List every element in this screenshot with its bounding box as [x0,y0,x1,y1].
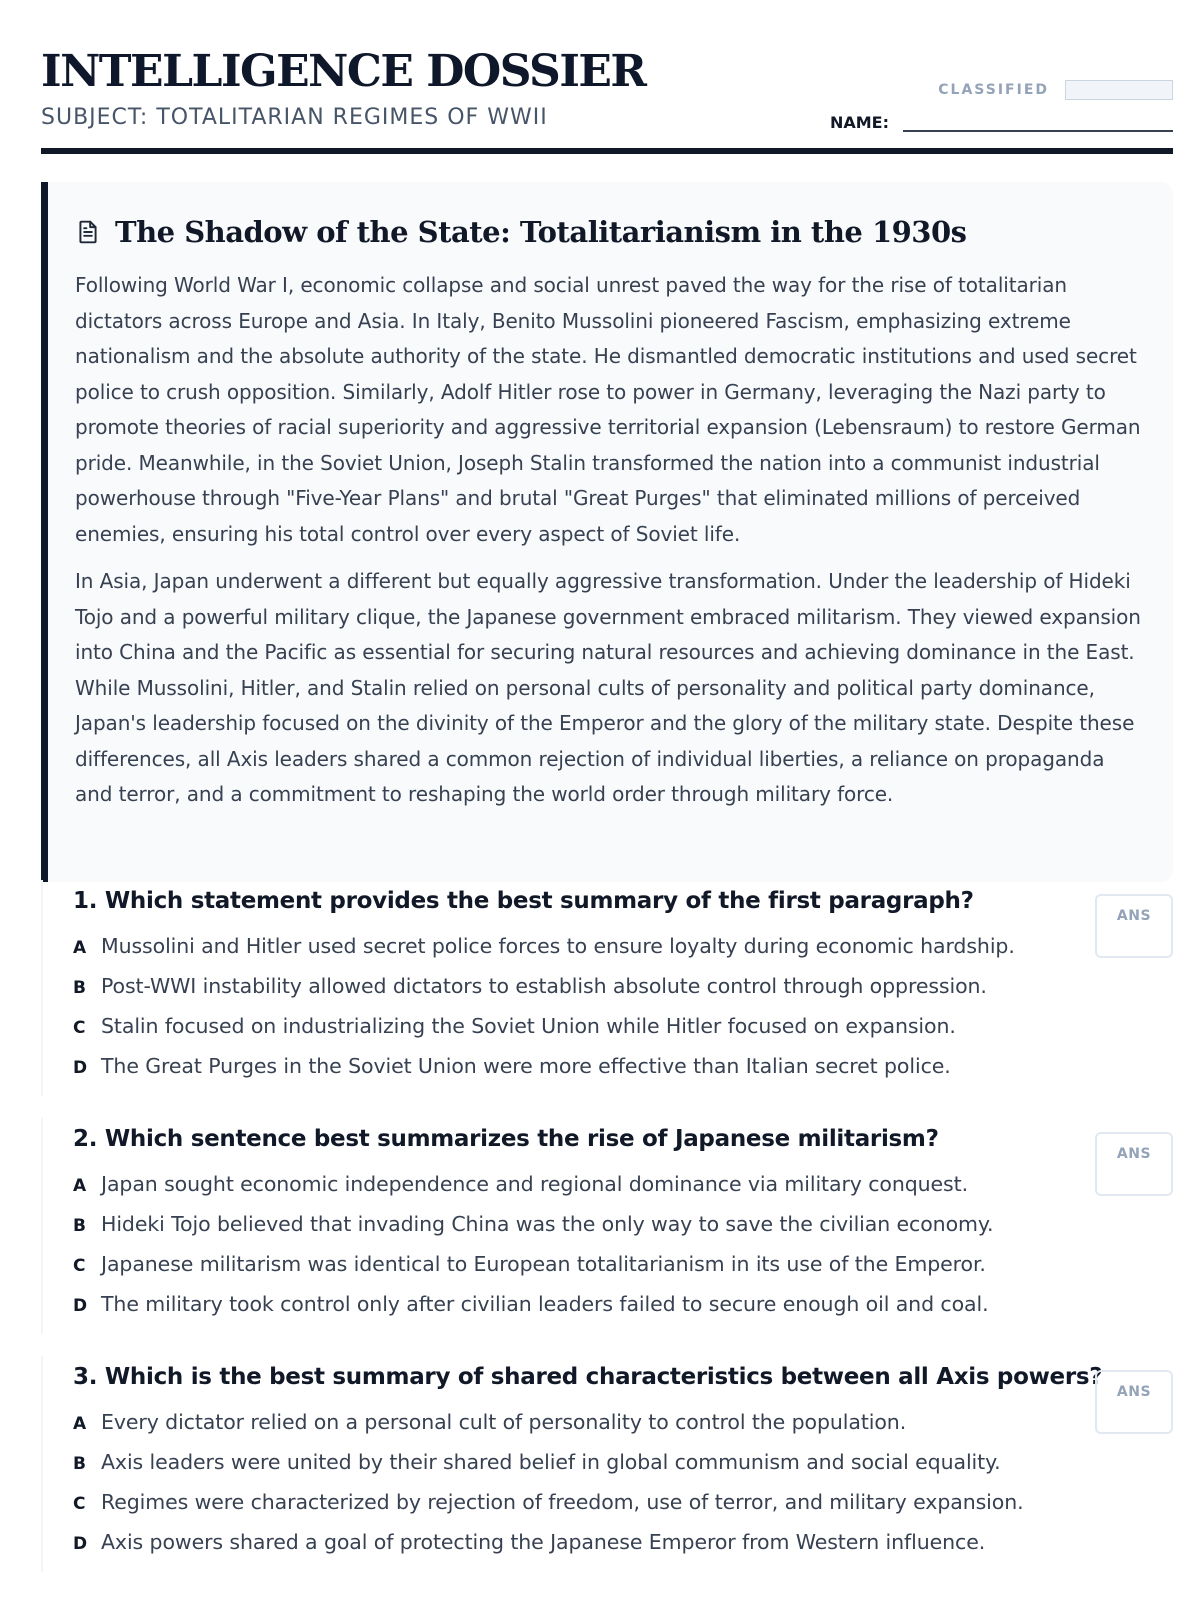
name-row [830,110,1173,132]
option-letter: B [73,1216,86,1236]
option-a[interactable] [73,934,1015,974]
option-c[interactable] [73,1014,1015,1054]
document-icon [75,219,101,245]
option-text: The military took control only after civilian leaders failed to secure enough oil and coal. [101,1292,989,1316]
name-label: NAME: [829,113,889,132]
option-a[interactable] [73,1172,993,1212]
question-text: 3. Which is the best summary of shared characteristics between all Axis powers? [73,1364,1103,1390]
classified-field[interactable] [1065,80,1173,100]
option-letter: D [73,1296,88,1316]
option-letter: C [73,1494,86,1514]
header-divider [41,148,1173,154]
option-text: Japanese militarism was identical to European totalitarianism in its use of the Emperor. [101,1252,986,1276]
dossier-header [41,0,1173,158]
option-letter: B [73,978,86,998]
option-letter: A [73,1176,87,1196]
classified-label: CLASSIFIED [938,82,1049,98]
passage-paragraph: In Asia, Japan underwent a different but equally aggressive transformation. Under the leadership of Hideki Tojo and a powerful military clique, the Japanese government embraced militarism. They viewed expansion into China and the Pacific as essential for securing natural resources and achieving dominance in the East. While Mussolini, Hitler, and Stalin relied on personal cults of personality and political party dominance, Japan's leadership focused on the divinity of the Emperor and the glory of the military state. Despite these differences, all Axis leaders shared a common rejection of individual liberties, a reliance on propaganda and terror, and a commitment to reshaping the world order through military force. [75,569,1141,806]
option-c[interactable] [73,1490,1024,1530]
option-list [73,1410,1024,1570]
option-letter: A [73,1414,87,1434]
option-d[interactable] [73,1292,993,1332]
question-1 [41,880,1173,1096]
passage-title: The Shadow of the State: Totalitarianism in the 1930s [115,215,967,249]
option-text: Every dictator relied on a personal cult of personality to control the population. [101,1410,907,1434]
option-list [73,934,1015,1094]
option-d[interactable] [73,1530,1024,1570]
option-letter: C [73,1018,86,1038]
option-text: Japan sought economic independence and regional dominance via military conquest. [101,1172,968,1196]
option-letter: B [73,1454,86,1474]
answer-box[interactable]: ANS [1095,1370,1173,1434]
option-letter: D [73,1534,88,1554]
worksheet-page [41,0,1173,1554]
option-letter: C [73,1256,86,1276]
option-text: Hideki Tojo believed that invading China was the only way to save the civilian economy. [101,1212,994,1236]
option-text: Mussolini and Hitler used secret police forces to ensure loyalty during economic hardship. [101,934,1015,958]
option-text: Stalin focused on industrializing the Soviet Union while Hitler focused on expansion. [101,1014,956,1038]
answer-box[interactable]: ANS [1095,1132,1173,1196]
passage-heading [75,210,1147,254]
page-title: INTELLIGENCE DOSSIER [41,46,646,97]
option-d[interactable] [73,1054,1015,1094]
option-text: Regimes were characterized by rejection of freedom, use of terror, and military expansion. [101,1490,1024,1514]
classified-stamp [938,80,1173,100]
question-3 [41,1356,1173,1572]
answer-box[interactable]: ANS [1095,894,1173,958]
reading-passage [41,182,1173,882]
option-text: Axis powers shared a goal of protecting the Japanese Emperor from Western influence. [101,1530,986,1554]
option-a[interactable] [73,1410,1024,1450]
option-list [73,1172,993,1332]
option-b[interactable] [73,1212,993,1252]
option-b[interactable] [73,1450,1024,1490]
option-letter: D [73,1058,88,1078]
option-text: Post-WWI instability allowed dictators to establish absolute control through oppression. [101,974,987,998]
option-text: Axis leaders were united by their shared belief in global communism and social equality. [101,1450,1001,1474]
option-b[interactable] [73,974,1015,1014]
question-text: 1. Which statement provides the best summary of the first paragraph? [73,888,974,914]
page-subtitle: SUBJECT: TOTALITARIAN REGIMES OF WWII [41,105,548,130]
name-field[interactable] [903,110,1173,132]
option-letter: A [73,938,87,958]
question-2 [41,1118,1173,1334]
option-text: The Great Purges in the Soviet Union were more effective than Italian secret police. [101,1054,951,1078]
question-text: 2. Which sentence best summarizes the rise of Japanese militarism? [73,1126,939,1152]
passage-paragraph: Following World War I, economic collapse and social unrest paved the way for the rise of totalitarian dictators across Europe and Asia. In Italy, Benito Mussolini pioneered Fascism, emphasizing extreme nationalism and the absolute authority of the state. He dismantled democratic institutions and used secret police to crush opposition. Similarly, Adolf Hitler rose to power in Germany, leveraging the Nazi party to promote theories of racial superiority and aggressive territorial expansion (Lebensraum) to restore German pride. Meanwhile, in the Soviet Union, Joseph Stalin transformed the nation into a communist industrial powerhouse through "Five-Year Plans" and brutal "Great Purges" that eliminated millions of perceived enemies, ensuring his total control over every aspect of Soviet life. [75,273,1141,546]
option-c[interactable] [73,1252,993,1292]
